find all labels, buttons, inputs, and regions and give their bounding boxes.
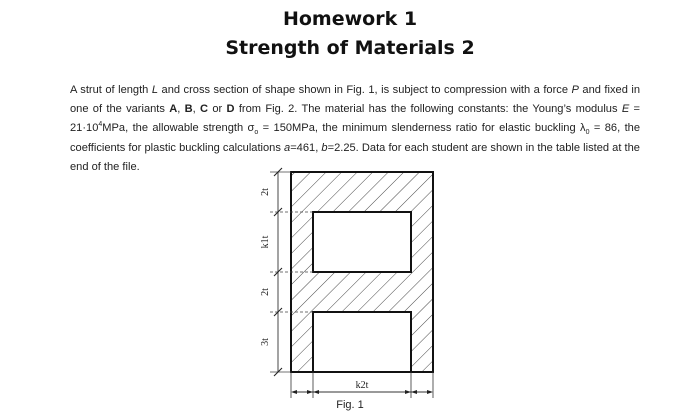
text-segment: MPa, the allowable strength σ [102,122,255,135]
variable-a: a [284,141,291,154]
text-segment: = 21·10 [70,103,640,135]
document-subtitle: Strength of Materials 2 [225,37,475,59]
text-segment: = 86, the coefficients for plastic buckling calculations [70,122,640,154]
exponent: 4 [98,121,103,129]
variant-d: D [226,103,235,116]
figure-caption: Fig. 1 [336,399,364,411]
subscript-0: 0 [585,129,590,137]
variable-L: L [151,84,159,96]
text-segment: , [177,103,185,116]
variant-b: B [184,103,193,116]
variable-P: P [571,84,579,96]
variant-c: C [200,103,209,116]
variable-E: E [621,103,630,116]
text-segment: A strut of length [70,84,152,96]
document-title: Homework 1 [282,8,418,30]
subscript-o: o [254,129,259,137]
text-segment: =2.25. Data for each student are shown in the table listed at the end of the file. [70,141,640,173]
text-segment: = 150MPa, the minimum slenderness ratio for elastic buckling λ [258,122,586,135]
text-segment: and fixed in one of the variants [70,84,641,116]
text-segment: or [208,103,227,116]
text-segment: and cross section of shape shown in Fig. 1, is subject to compression with a force [158,84,572,96]
variant-a: A [169,103,178,116]
text-segment: from Fig. 2. The material has the following constants: the Young’s modulus [234,103,622,116]
dim-label-2t-mid: 2t [260,288,271,296]
variable-b: b [321,141,328,154]
dim-label-k2t: k2t [355,380,369,391]
dim-label-3t: 3t [260,338,271,346]
dim-label-2t-top: 2t [260,188,271,196]
dim-label-k1t: k1t [260,235,271,249]
text-segment: , [192,103,201,116]
text-segment: =461, [290,141,322,154]
